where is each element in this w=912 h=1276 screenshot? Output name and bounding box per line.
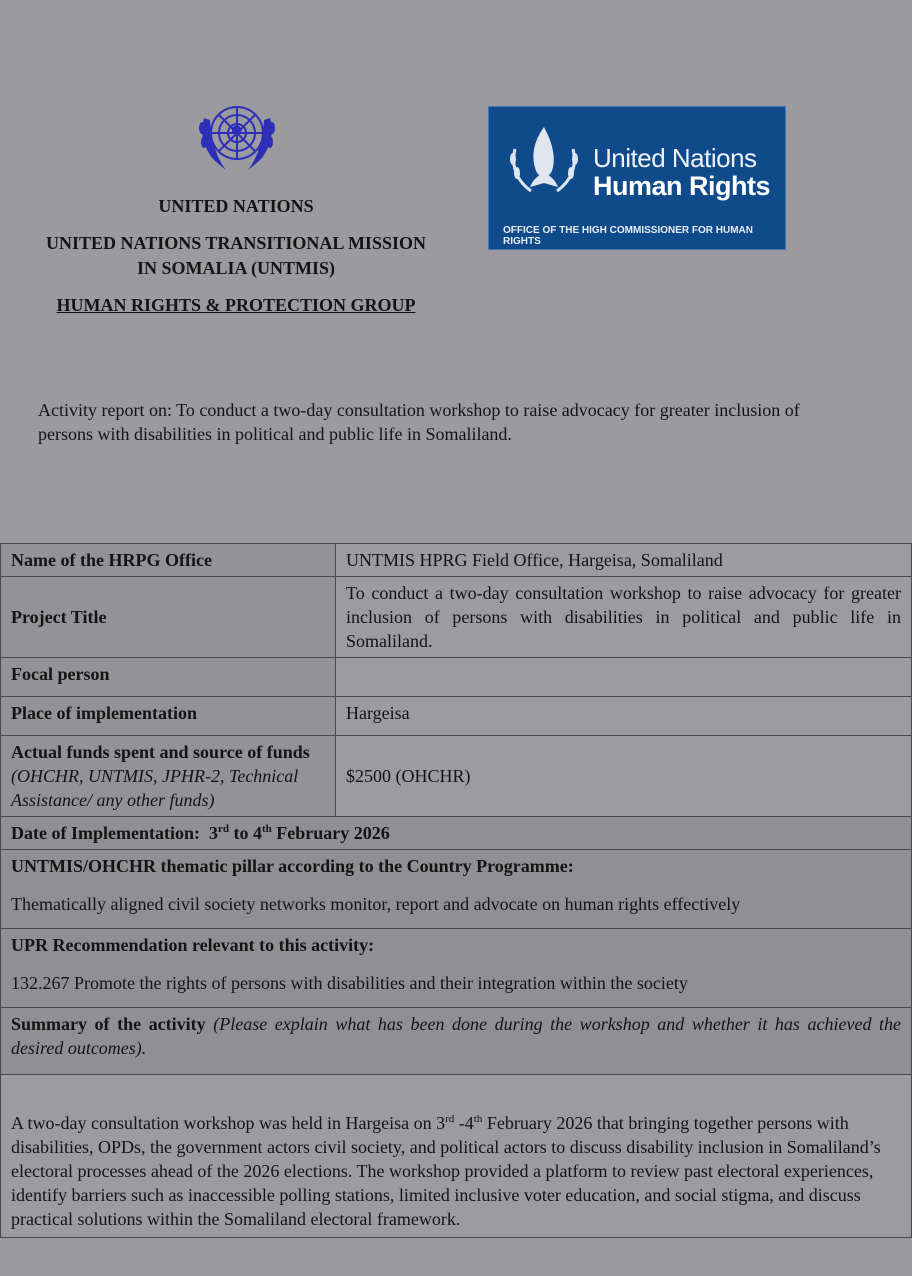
group-name: HUMAN RIGHTS & PROTECTION GROUP bbox=[56, 295, 416, 315]
summary-part2: -4 bbox=[454, 1113, 474, 1133]
thematic-pillar bbox=[1, 850, 912, 929]
un-header bbox=[40, 194, 432, 318]
project-label: Project Title bbox=[1, 577, 336, 658]
pillar-heading: UNTMIS/OHCHR thematic pillar according to the Country Programme: bbox=[11, 856, 574, 876]
upr-recommendation bbox=[1, 929, 912, 1008]
funds-value: $2500 (OHCHR) bbox=[336, 736, 912, 817]
place-label: Place of implementation bbox=[1, 697, 336, 736]
table-row bbox=[1, 736, 912, 817]
funds-label-bold: Actual funds spent and source of funds bbox=[11, 742, 310, 762]
mission-name: UNITED NATIONS TRANSITIONAL MISSION IN SOMALIA (UNTMIS) bbox=[46, 233, 426, 278]
table-row bbox=[1, 544, 912, 577]
upr-text: 132.267 Promote the rights of persons with disabilities and their integration within the society bbox=[11, 973, 688, 993]
org-name: UNITED NATIONS bbox=[158, 196, 314, 216]
focal-value bbox=[336, 658, 912, 697]
funds-label bbox=[1, 736, 336, 817]
summary-part3: February 2026 that bringing together persons with disabilities, OPDs, the government actors civil society, and political actors to discuss disability inclusion in Somaliland’s electoral processes ahead of the 2026 elections. The workshop provided a platform to review past electoral experiences, identify barriers such as inaccessible polling stations, limited inclusive voter education, and social stigma, and discuss practical solutions within the Somaliland electoral framework. bbox=[11, 1113, 881, 1229]
date-to: to bbox=[233, 823, 249, 843]
table-row bbox=[1, 1075, 912, 1238]
logo-line1: United Nations bbox=[593, 143, 757, 173]
date-sup2: th bbox=[261, 823, 272, 835]
table-row bbox=[1, 817, 912, 850]
date-of-implementation bbox=[1, 817, 912, 850]
date-label: Date of Implementation: bbox=[11, 823, 200, 843]
logo-line3: OFFICE OF THE HIGH COMMISSIONER FOR HUMAN RIGHTS bbox=[503, 225, 753, 247]
summary-sup2: th bbox=[473, 1113, 483, 1125]
un-emblem-logo bbox=[192, 98, 282, 176]
summary-sup1: rd bbox=[445, 1113, 455, 1125]
pillar-text: Thematically aligned civil society networks monitor, report and advocate on human rights effectively bbox=[11, 894, 741, 914]
logo-line2: Human Rights bbox=[593, 171, 771, 201]
table-row bbox=[1, 929, 912, 1008]
project-value: To conduct a two-day consultation workshop to raise advocacy for greater inclusion of persons with disabilities in political and public life in Somaliland. bbox=[336, 577, 912, 658]
upr-heading: UPR Recommendation relevant to this activity: bbox=[11, 935, 375, 955]
funds-label-italic: (OHCHR, UNTMIS, JPHR-2, Technical Assistance/ any other funds) bbox=[11, 766, 299, 810]
table-row bbox=[1, 577, 912, 658]
date-month-year: February 2026 bbox=[276, 823, 390, 843]
flame-laurel-icon bbox=[501, 119, 587, 203]
table-row bbox=[1, 658, 912, 697]
table-row bbox=[1, 850, 912, 929]
date-day1: 3 bbox=[208, 823, 218, 843]
activity-report-title: Activity report on: To conduct a two-day consultation workshop to raise advocacy for greater inclusion of persons with disabilities in political and public life in Somaliland. bbox=[38, 400, 800, 444]
summary-body bbox=[1, 1075, 912, 1238]
summary-hint: (Please explain what has been done during the workshop and whether it has achieved the desired outcomes). bbox=[11, 1014, 902, 1058]
date-day2: 4 bbox=[252, 823, 262, 843]
table-row bbox=[1, 697, 912, 736]
summary-part1: A two-day consultation workshop was held in Hargeisa on 3 bbox=[11, 1113, 446, 1133]
focal-label: Focal person bbox=[1, 658, 336, 697]
summary-heading: Summary of the activity bbox=[11, 1014, 206, 1034]
report-table bbox=[0, 543, 912, 1238]
summary-heading-cell bbox=[1, 1008, 912, 1075]
ohchr-logo bbox=[488, 106, 786, 250]
place-value: Hargeisa bbox=[336, 697, 912, 736]
office-label: Name of the HRPG Office bbox=[1, 544, 336, 577]
table-row bbox=[1, 1008, 912, 1075]
date-sup1: rd bbox=[217, 823, 229, 835]
office-value: UNTMIS HPRG Field Office, Hargeisa, Somaliland bbox=[336, 544, 912, 577]
